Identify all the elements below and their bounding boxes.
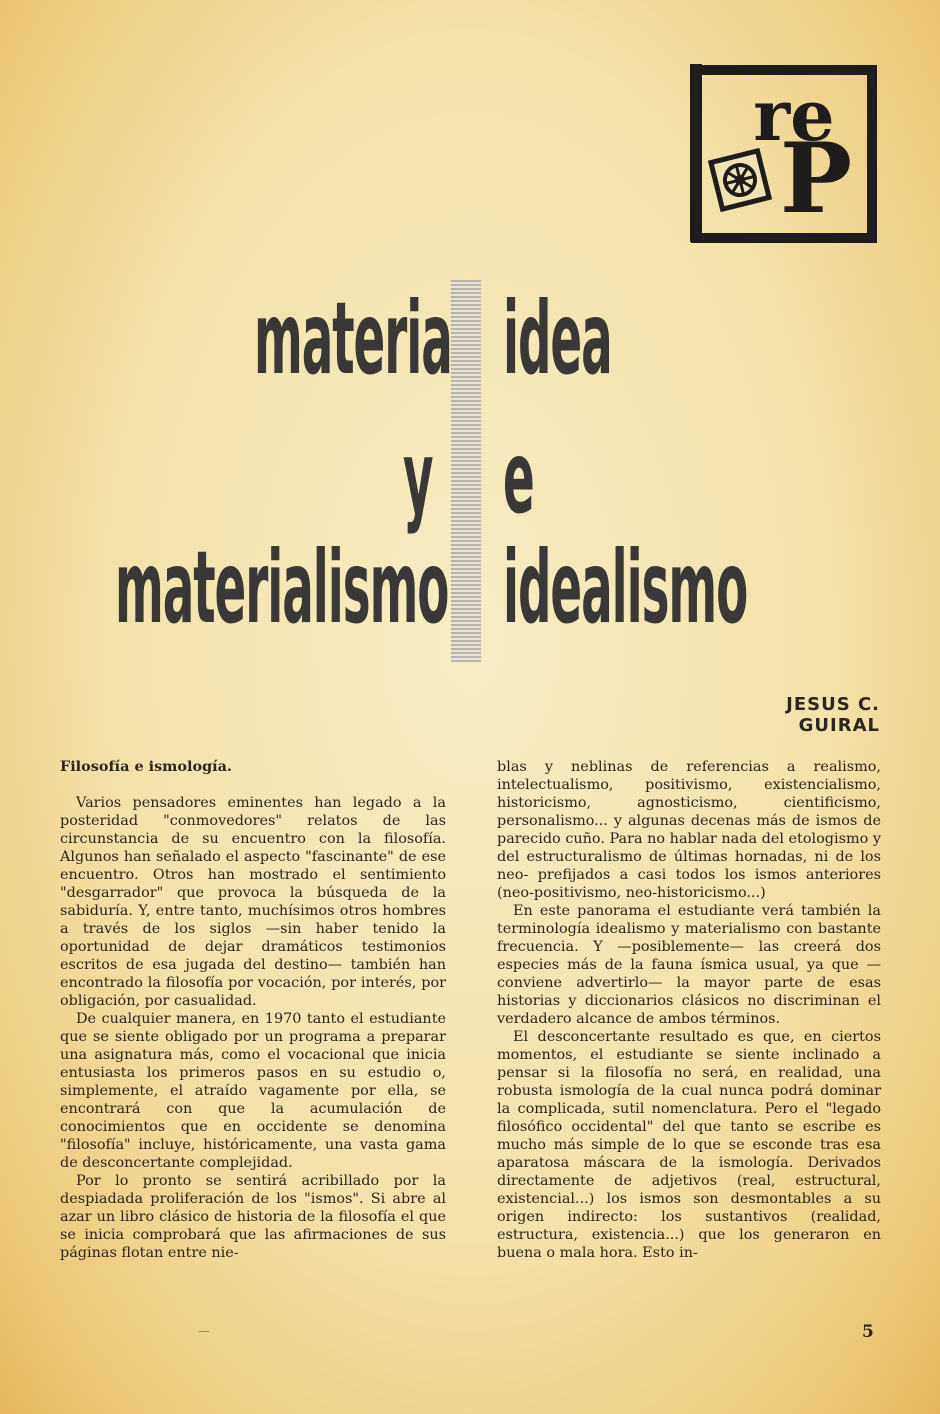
title-e: e bbox=[503, 419, 534, 536]
paragraph: Varios pensadores eminentes han legado a la posteridad "conmovedores" relatos de las circunstancia de su encuentro con la filosofía. Algunos han señalado el aspecto "fascinante" de ese encuentro. Otros han mostrado el sentimiento "desgarrador" que provoca la búsqueda de la sabiduría. Y, entre tanto, muchísimos otros hombres a través de los siglos —sin haber tenido la oportunidad de dejar dramáticos testimonios escritos de esa jugada del destino— también han encontrado la filosofía por vocación, por interés, por obligación, por casualidad. bbox=[60, 795, 446, 1009]
footer-dash: — bbox=[198, 1324, 210, 1338]
section-title: Filosofía e ismología. bbox=[60, 758, 232, 775]
magazine-logo bbox=[690, 62, 878, 244]
title-idealismo: idealismo bbox=[503, 529, 748, 646]
svg-text:re: re bbox=[753, 74, 835, 157]
paragraph: Por lo pronto se sentirá acribillado por la despiadada proliferación de los "ismos". Si abre al azar un libro clásico de historia de la filosofía el que se inicia comprobará que las afirmaciones de sus páginas flotan entre nie- bbox=[60, 1173, 446, 1261]
paragraph: De cualquier manera, en 1970 tanto el estudiante que se siente obligado por un programa a preparar una asignatura más, como el vocacional que inicia entusiasta los primeros pasos en su estudio o, simplemente, el atraído vagamente por ella, se encontrará con que la acumulación de conocimientos que en occidente se denomina "filosofía" incluye, históricamente, una vasta gama de desconcertante complejidad. bbox=[60, 1011, 446, 1171]
article-column-right bbox=[497, 758, 881, 1262]
paragraph: En este panorama el estudiante verá también la terminología idealismo y materialismo con bastante frecuencia. Y —posiblemente— las creerá dos especies más de la fauna ísmica usual, ya que —conviene advertirlo— la mayor parte de esas historias y diccionarios clásicos no discriminan el verdadero alcance de ambos términos. bbox=[497, 903, 881, 1027]
title-y: y bbox=[403, 419, 433, 536]
page-number: 5 bbox=[862, 1322, 874, 1342]
author-name: JESUS C. GUIRAL bbox=[786, 694, 880, 736]
svg-text:P: P bbox=[779, 122, 853, 235]
paragraph: El desconcertante resultado es que, en ciertos momentos, el estudiante se siente inclinado a pensar si la filosofía no será, en realidad, una robusta ismología de la cual nunca podrá dominar la complicada, sutil nomenclatura. Pero el "legado filosófico occidental" del que tanto se escribe es mucho más simple de lo que se esconde tras esa aparatosa máscara de la ismología. Derivados directamente de adjetivos (real, estructural, existencial...) los ismos son desmontables a su origen indirecto: los sustantivos (realidad, estructura, existencia...) que los generaron en buena o mala hora. Esto in- bbox=[497, 1029, 881, 1261]
paragraph: blas y neblinas de referencias a realismo, intelectualismo, positivismo, existencialismo, historicismo, agnosticismo, cientificismo, personalismo... y algunas decenas más de ismos de parecido cuño. Para no hablar nada del etologismo y del estructuralismo de últimas hornadas, ni de los neo- prefijados a casi todos los ismos anteriores (neo-positivismo, neo-historicismo...) bbox=[497, 759, 881, 901]
title-idea: idea bbox=[503, 280, 612, 397]
article-column-left bbox=[60, 758, 446, 1262]
title-divider-bar bbox=[451, 280, 481, 662]
title-materia: materia bbox=[254, 280, 452, 397]
title-materialismo: materialismo bbox=[115, 529, 449, 646]
